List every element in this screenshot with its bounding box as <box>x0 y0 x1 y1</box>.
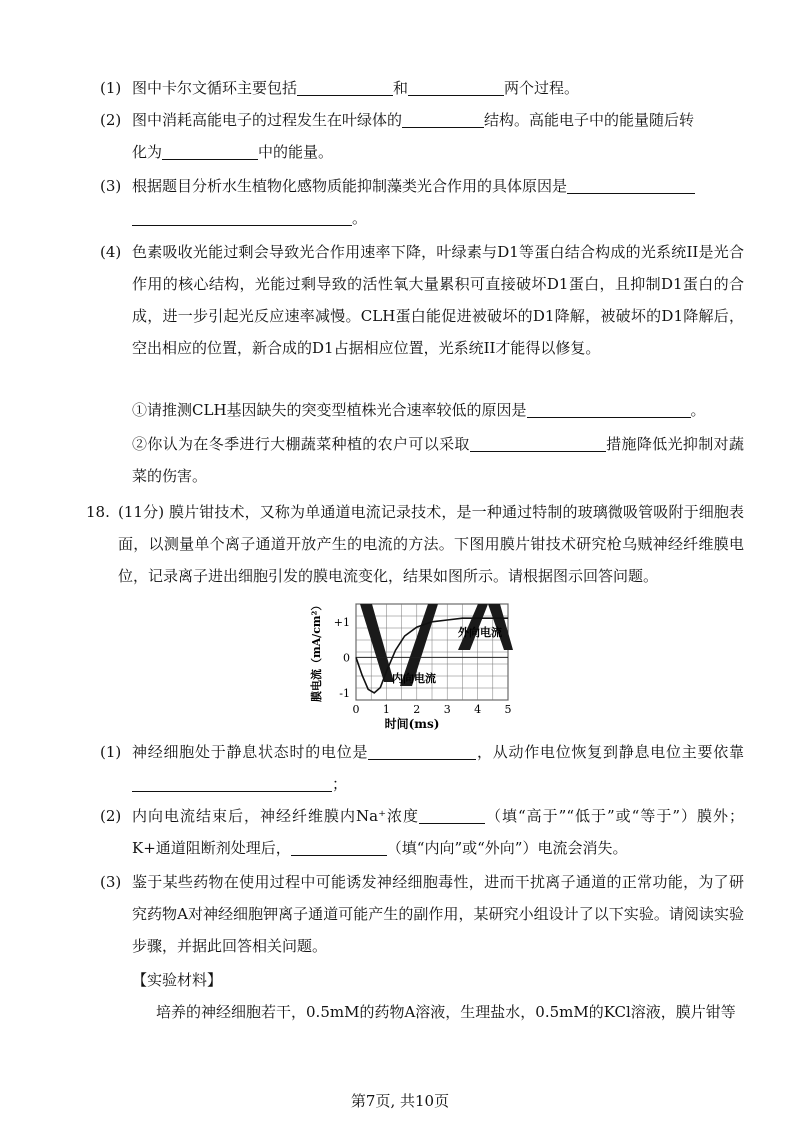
q18-s1: 神经细胞处于静息状态时的电位是 ，从动作电位恢复到静息电位主要依靠； <box>132 743 744 793</box>
answer-blank[interactable] <box>368 741 476 760</box>
membrane-current-chart <box>308 590 518 730</box>
q17-s4-text: 色素吸收光能过剩会导致光合作用速率下降，叶绿素与D1等蛋白结合构成的光系统II是光合作用的核心结构，光能过剩导致的活性氧大量累积可直接破坏D1蛋白，且抑制D1蛋白的合成，进一步引起光反应速率减慢。CLH蛋白能促进被破坏的D1降解，被破坏的D1降解后，空出相应的位置，新合成的D1占据相应位置，光系统II才能得以修复。 <box>132 243 744 357</box>
annotation-outward-current: 外向电流 <box>458 626 502 639</box>
y-axis-label: 膜电流（mA/cm²） <box>310 599 323 702</box>
page-footer: 第7页, 共10页 <box>350 1092 450 1110</box>
x-tick-label: 5 <box>504 703 512 716</box>
x-tick-labels <box>353 703 512 716</box>
answer-blank[interactable] <box>527 399 691 418</box>
q18-s1-number: (1) <box>100 743 122 761</box>
answer-blank[interactable] <box>132 773 332 792</box>
q17-s4-sub2: ②你认为在冬季进行大棚蔬菜种植的农户可以采取 措施降低光抑制对蔬菜的伤害。 <box>132 435 744 485</box>
q17-s3-number: (3) <box>100 177 122 195</box>
materials-heading: 【实验材料】 <box>132 971 223 989</box>
q18-s2: 内向电流结束后，神经纤维膜内Na⁺浓度 （填“高于”“低于”或“等于”）膜外；K+通道阻断剂处理后， （填“内向”或“外向”）电流会消失。 <box>132 807 744 857</box>
x-tick-label: 0 <box>352 703 360 716</box>
x-tick-label: 4 <box>474 703 482 716</box>
answer-blank[interactable] <box>297 77 393 96</box>
q18-s3-number: (3) <box>100 873 122 891</box>
q17-s1-number: (1) <box>100 79 122 97</box>
answer-blank[interactable] <box>470 433 606 452</box>
q18-s2-number: (2) <box>100 807 122 825</box>
answer-blank[interactable] <box>291 837 387 856</box>
q17-s3: 根据题目分析水生植物化感物质能抑制藻类光合作用的具体原因是 。 <box>132 170 744 234</box>
answer-blank[interactable] <box>402 109 484 128</box>
q17-s1: 图中卡尔文循环主要包括 和 两个过程。 <box>132 79 580 97</box>
answer-blank[interactable] <box>162 141 258 160</box>
y-tick-label: +1 <box>333 615 350 629</box>
q17-s2-number: (2) <box>100 111 122 129</box>
q17-s4-sub1: ①请推测CLH基因缺失的突变型植株光合速率较低的原因是 。 <box>132 401 706 419</box>
y-tick-label: 0 <box>343 651 350 665</box>
q18-number: 18. <box>86 503 110 521</box>
q18-s3: 鉴于某些药物在使用过程中可能诱发神经细胞毒性，进而干扰离子通道的正常功能，为了研究药物A对神经细胞钾离子通道可能产生的副作用，某研究小组设计了以下实验。请阅读实验步骤，并据此回答相关问题。 <box>132 873 744 955</box>
annotation-inward-current: 内向电流 <box>392 672 436 685</box>
q17-s4-number: (4) <box>100 243 122 261</box>
y-tick-label: -1 <box>339 686 350 700</box>
materials-text: 培养的神经细胞若干，0.5mM的药物A溶液，生理盐水，0.5mM的KCl溶液，膜片钳等 <box>156 1003 736 1021</box>
answer-blank[interactable] <box>408 77 504 96</box>
x-tick-label: 1 <box>382 703 390 716</box>
answer-blank[interactable] <box>419 805 485 824</box>
y-tick-labels <box>334 616 350 700</box>
answer-blank[interactable] <box>132 207 352 226</box>
x-axis-label: 时间(ms) <box>384 717 440 730</box>
q18-intro: (11分) 膜片钳技术，又称为单通道电流记录技术，是一种通过特制的玻璃微吸管吸附于细胞表面，以测量单个离子通道开放产生的电流的方法。下图用膜片钳技术研究枪乌贼神经纤维膜电位，记录离子进出细胞引发的膜电流变化，结果如图所示。请根据图示回答问题。 <box>118 503 744 585</box>
q17-s2: 图中消耗高能电子的过程发生在叶绿体的 结构。高能电子中的能量随后转 化为 中的能量。 <box>132 111 695 161</box>
answer-blank[interactable] <box>567 175 695 194</box>
x-tick-label: 2 <box>413 703 421 716</box>
x-tick-label: 3 <box>443 703 451 716</box>
